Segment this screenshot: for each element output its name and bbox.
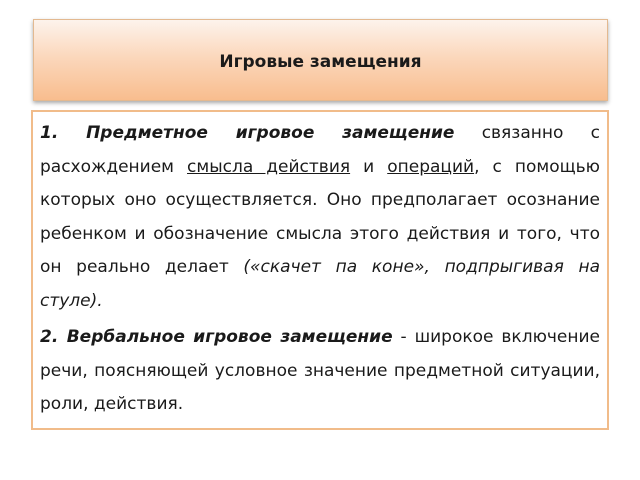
example-text: («скачет па коне», подпрыгивая на стуле). <box>40 257 600 311</box>
term-verbal-substitution: 2. Вербальное игровое замещение <box>40 327 393 347</box>
underlined-action-meaning: смысла действия <box>187 156 351 177</box>
paragraph-verbal-substitution <box>40 321 600 422</box>
content-box <box>31 110 609 430</box>
title-banner <box>33 19 608 101</box>
text-segment: - широкое включение речи, поясняющей условное значение предметной ситуации, роли, действия. <box>40 327 601 414</box>
text-segment: , с помощью которых оно осуществляется. Оно предполагает осознание ребенком и обозначение смысла этого действия и того, что он реально делает <box>40 156 600 277</box>
paragraph-object-substitution <box>40 117 600 318</box>
underlined-operations: операций <box>387 156 475 177</box>
text-segment: и <box>350 156 388 177</box>
term-object-substitution: 1. Предметное игровое замещение <box>40 123 455 143</box>
text-segment: связанно с расхождением <box>40 123 600 177</box>
slide-title: Игровые замещения <box>219 52 422 72</box>
